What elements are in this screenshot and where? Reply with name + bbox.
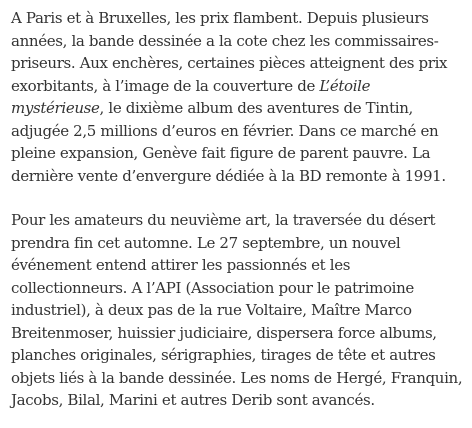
article-paragraph-1 [11, 7, 466, 187]
album-title: L’étoile mystérieuse [11, 76, 371, 117]
paragraph-1-text-end: , le dixième album des aventures de Tintin, adjugée 2,5 millions d’euros en février. Dans ce marché en pleine expansion, Genève fait figure de parent pauvre. La dernière vente d’envergure dédiée à la BD remonte à 1991. [11, 99, 446, 185]
paragraph-1-text-start: A Paris et à Bruxelles, les prix flambent. Depuis plusieurs années, la bande dessinée a la cote chez les commissaires-priseurs. Aux enchères, certaines pièces atteignent des prix exorbitants, à l’image de la couverture de [11, 9, 448, 95]
article-paragraph-2: Pour les amateurs du neuvième art, la traversée du désert prendra fin cet automne. Le 27 septembre, un nouvel événement entend attirer les passionnés et les collectionneurs. A l’API (Association pour le patrimoine industriel), à deux pas de la rue Voltaire, Maître Marco Breitenmoser, huissier judiciaire, dispersera force albums, planches originales, sérigraphies, tirages de tête et autres objets liés à la bande dessinée. Les noms de Hergé, Franquin, Jacobs, Bilal, Marini et autres Derib sont avancés. [11, 211, 463, 409]
